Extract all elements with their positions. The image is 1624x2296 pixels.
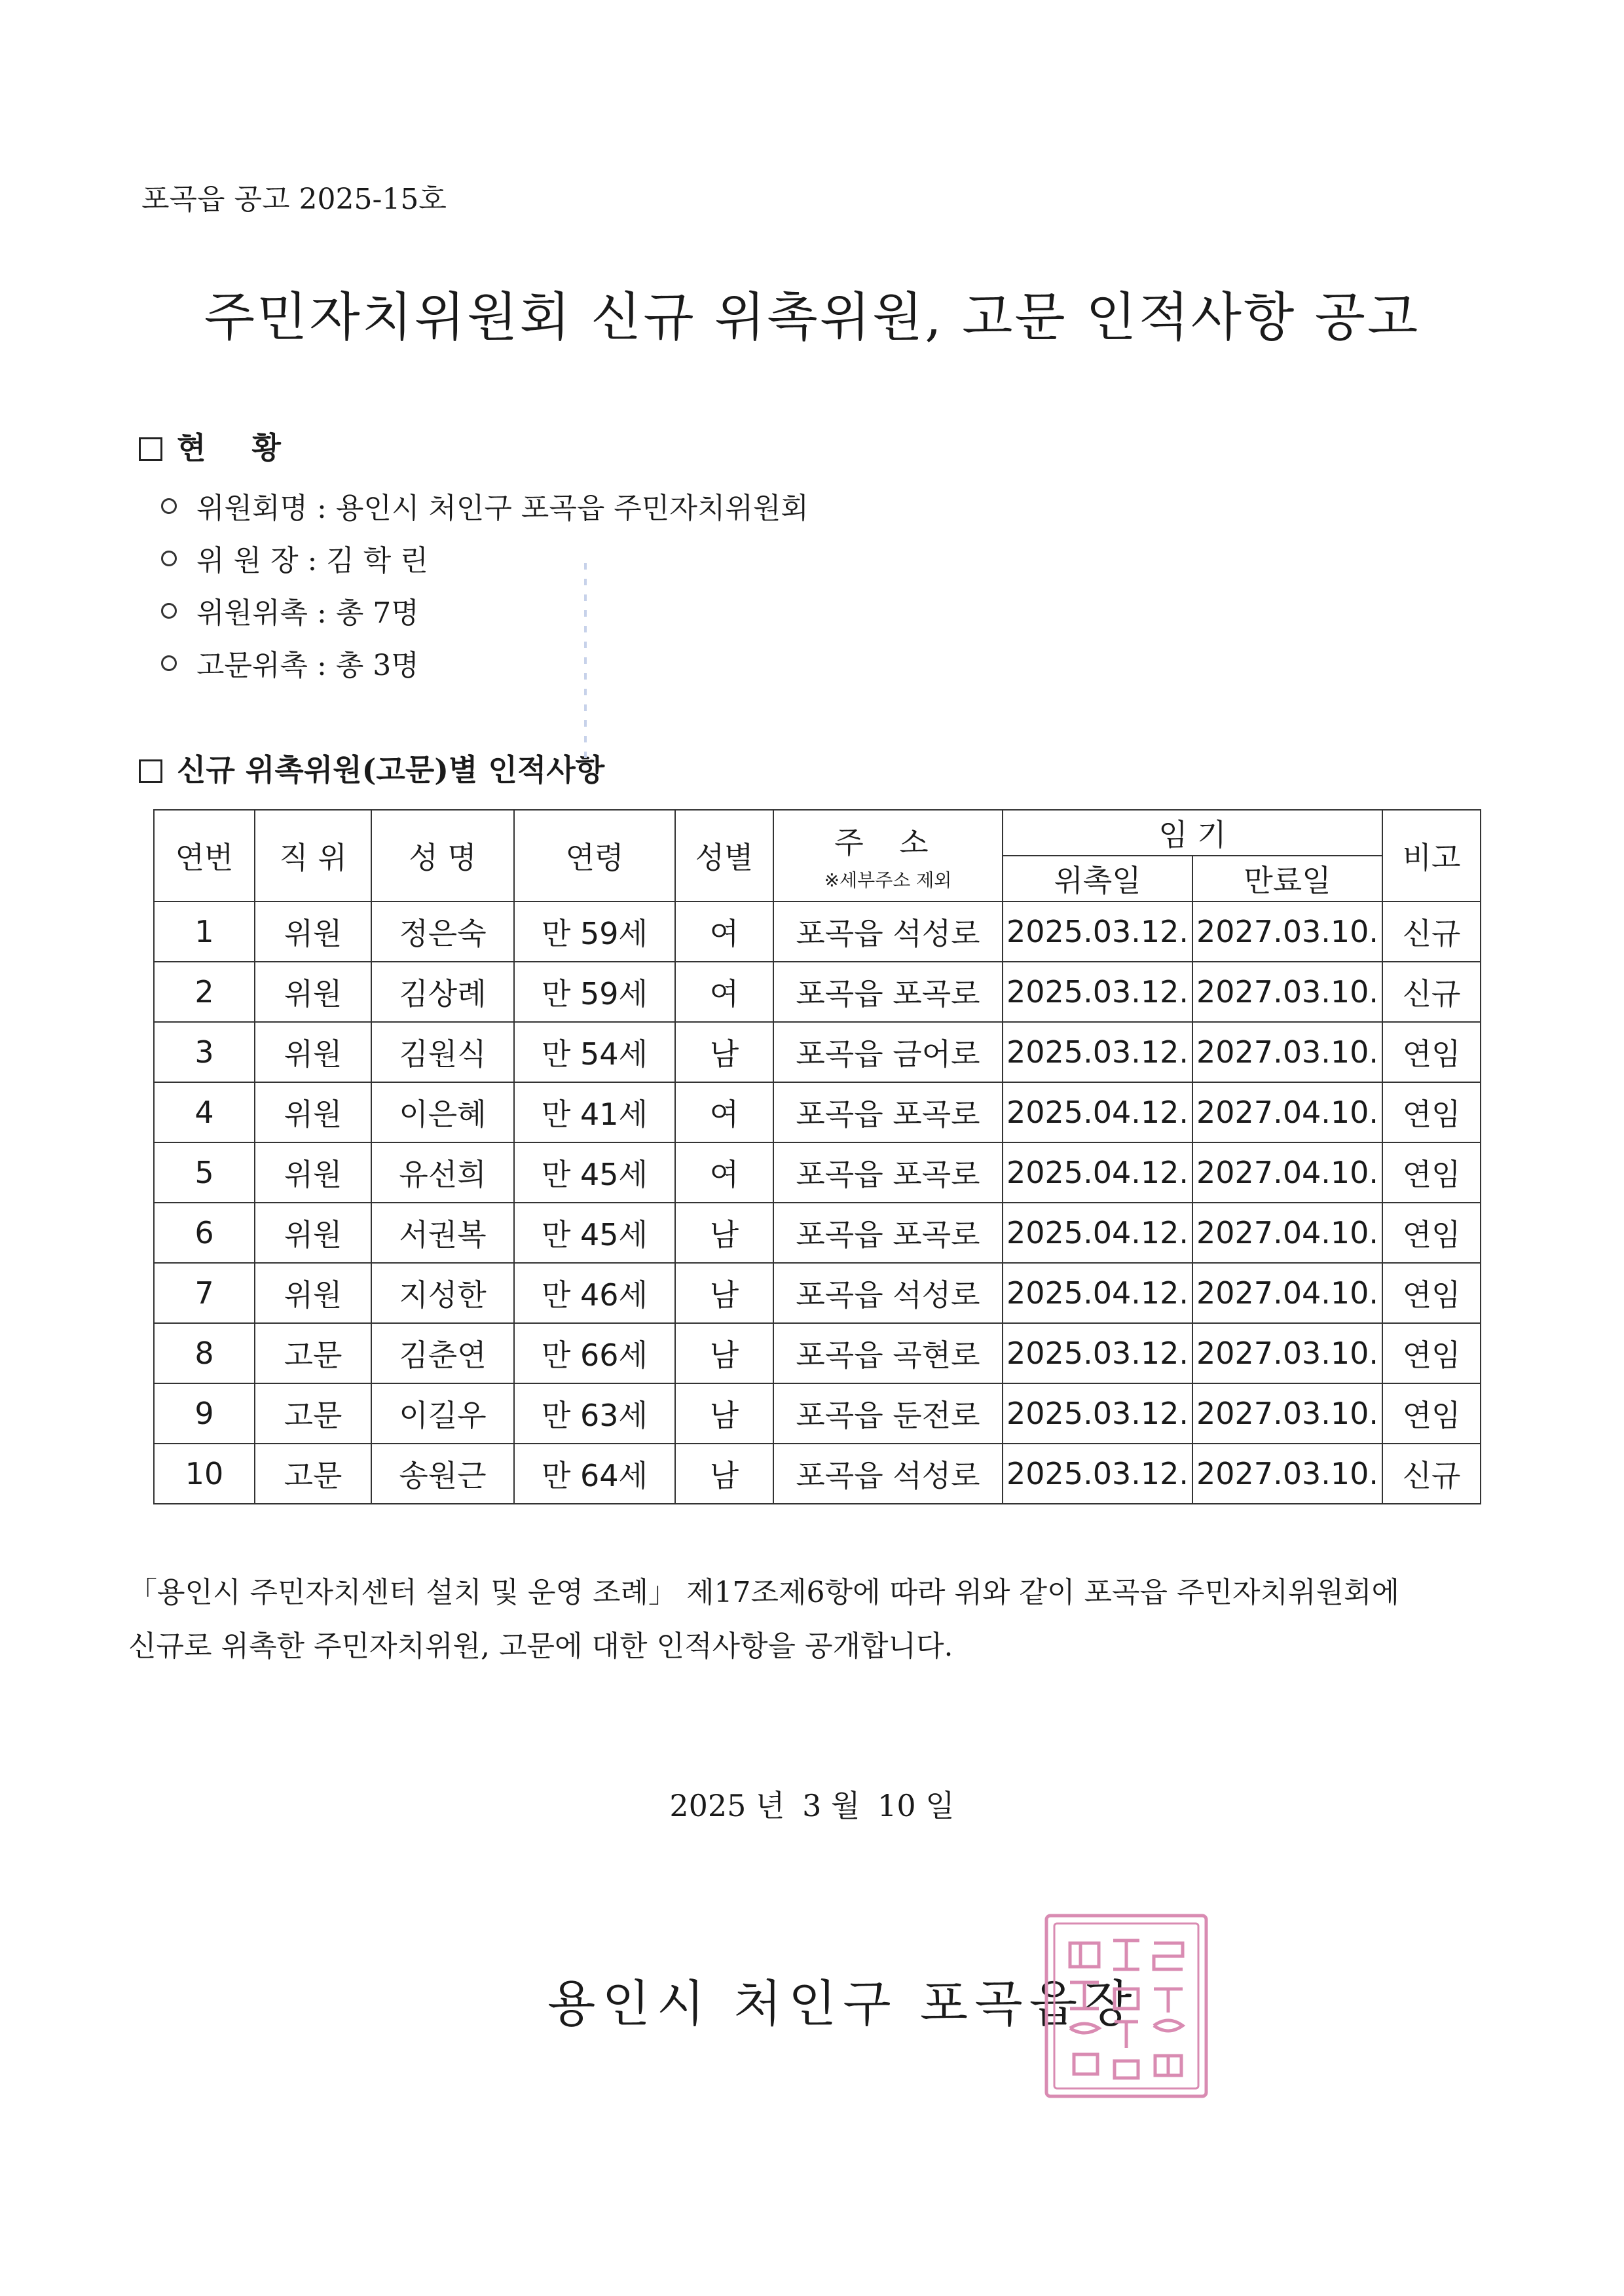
cell-no: 4	[154, 1082, 255, 1142]
cell-no: 10	[154, 1444, 255, 1504]
cell-no: 7	[154, 1263, 255, 1323]
cell-no: 1	[154, 902, 255, 962]
table-row	[154, 1203, 1481, 1263]
header-age: 연령	[514, 810, 675, 902]
cell-appointed: 2025.03.12.	[1003, 962, 1192, 1022]
body-text-line: 신규로 위촉한 주민자치위원, 고문에 대한 인적사항을 공개합니다.	[128, 1630, 953, 1663]
cell-remark: 연임	[1382, 1022, 1481, 1082]
cell-gender: 여	[675, 1142, 773, 1203]
date-month: 3 월	[802, 1788, 860, 1823]
cell-appointed: 2025.04.12.	[1003, 1142, 1192, 1203]
cell-name: 김원식	[371, 1022, 514, 1082]
cell-age: 만 59세	[514, 962, 675, 1022]
cell-no: 9	[154, 1383, 255, 1444]
circle-bullet-icon	[161, 603, 177, 619]
cell-position: 위원	[255, 1082, 371, 1142]
section-roster-label: 신규 위촉위원(고문)별 인적사항	[177, 752, 605, 788]
cell-address: 포곡읍 금어로	[773, 1022, 1003, 1082]
cell-appointed: 2025.04.12.	[1003, 1082, 1192, 1142]
section-roster-heading	[139, 746, 604, 790]
cell-appointed: 2025.03.12.	[1003, 1444, 1192, 1504]
cell-gender: 여	[675, 962, 773, 1022]
cell-expires: 2027.04.10.	[1192, 1263, 1382, 1323]
table-row	[154, 1142, 1481, 1203]
cell-expires: 2027.03.10.	[1192, 1022, 1382, 1082]
cell-position: 위원	[255, 1022, 371, 1082]
cell-address: 포곡읍 석성로	[773, 1444, 1003, 1504]
cell-address: 포곡읍 곡현로	[773, 1323, 1003, 1383]
cell-appointed: 2025.03.12.	[1003, 1383, 1192, 1444]
cell-gender: 여	[675, 902, 773, 962]
header-appointed: 위촉일	[1003, 856, 1192, 902]
cell-position: 위원	[255, 1263, 371, 1323]
notice-number: 포곡읍 공고 2025-15호	[141, 183, 447, 216]
table-row	[154, 1263, 1481, 1323]
cell-position: 위원	[255, 1142, 371, 1203]
cell-remark: 연임	[1382, 1082, 1481, 1142]
roster-table	[153, 809, 1481, 1504]
cell-position: 위원	[255, 1203, 371, 1263]
cell-gender: 남	[675, 1383, 773, 1444]
cell-expires: 2027.03.10.	[1192, 1383, 1382, 1444]
cell-position: 위원	[255, 902, 371, 962]
table-row	[154, 1082, 1481, 1142]
status-item-text: 위 원 장 : 김 학 린	[196, 544, 428, 577]
cell-expires: 2027.03.10.	[1192, 1444, 1382, 1504]
cell-address: 포곡읍 포곡로	[773, 1203, 1003, 1263]
cell-name: 서권복	[371, 1203, 514, 1263]
cell-age: 만 46세	[514, 1263, 675, 1323]
cell-name: 유선희	[371, 1142, 514, 1203]
cell-age: 만 45세	[514, 1203, 675, 1263]
cell-expires: 2027.03.10.	[1192, 1323, 1382, 1383]
cell-remark: 연임	[1382, 1263, 1481, 1323]
table-row	[154, 1022, 1481, 1082]
cell-gender: 남	[675, 1263, 773, 1323]
cell-name: 지성한	[371, 1263, 514, 1323]
cell-remark: 신규	[1382, 962, 1481, 1022]
cell-position: 고문	[255, 1444, 371, 1504]
cell-position: 위원	[255, 962, 371, 1022]
status-item-text: 고문위촉 : 총 3명	[196, 649, 419, 682]
cell-gender: 남	[675, 1022, 773, 1082]
cell-appointed: 2025.03.12.	[1003, 1022, 1192, 1082]
cell-appointed: 2025.04.12.	[1003, 1203, 1192, 1263]
header-address-label: 주 소	[834, 825, 942, 860]
header-address	[773, 810, 1003, 902]
cell-no: 6	[154, 1203, 255, 1263]
cell-name: 송원근	[371, 1444, 514, 1504]
scan-mark	[579, 563, 592, 759]
cell-address: 포곡읍 포곡로	[773, 1142, 1003, 1203]
table-row	[154, 1383, 1481, 1444]
checkbox-square-icon	[139, 437, 162, 461]
cell-no: 2	[154, 962, 255, 1022]
section-status-label-2: 황	[251, 430, 281, 465]
header-position: 직 위	[255, 810, 371, 902]
cell-position: 고문	[255, 1383, 371, 1444]
cell-name: 김춘연	[371, 1323, 514, 1383]
date-day: 10 일	[877, 1788, 955, 1823]
status-item	[161, 484, 809, 526]
cell-age: 만 63세	[514, 1383, 675, 1444]
cell-age: 만 66세	[514, 1323, 675, 1383]
cell-appointed: 2025.03.12.	[1003, 1323, 1192, 1383]
cell-remark: 신규	[1382, 1444, 1481, 1504]
status-item-text: 위원위촉 : 총 7명	[196, 596, 419, 630]
cell-address: 포곡읍 석성로	[773, 1263, 1003, 1323]
header-term: 임 기	[1003, 810, 1382, 856]
issuer-name: 용인시 처인구 포곡읍장	[547, 1975, 1139, 2033]
cell-appointed: 2025.04.12.	[1003, 1263, 1192, 1323]
status-item	[161, 537, 428, 579]
cell-no: 5	[154, 1142, 255, 1203]
cell-address: 포곡읍 포곡로	[773, 962, 1003, 1022]
cell-name: 김상례	[371, 962, 514, 1022]
cell-expires: 2027.04.10.	[1192, 1203, 1382, 1263]
cell-gender: 남	[675, 1444, 773, 1504]
table-row	[154, 962, 1481, 1022]
header-no: 연번	[154, 810, 255, 902]
cell-name: 이길우	[371, 1383, 514, 1444]
cell-age: 만 45세	[514, 1142, 675, 1203]
header-address-note: ※세부주소 제외	[824, 869, 952, 891]
cell-remark: 연임	[1382, 1323, 1481, 1383]
cell-gender: 여	[675, 1082, 773, 1142]
status-item	[161, 642, 419, 683]
date-year: 2025 년	[669, 1788, 785, 1823]
cell-appointed: 2025.03.12.	[1003, 902, 1192, 962]
circle-bullet-icon	[161, 551, 177, 566]
cell-name: 이은혜	[371, 1082, 514, 1142]
table-row	[154, 902, 1481, 962]
circle-bullet-icon	[161, 498, 177, 514]
cell-gender: 남	[675, 1203, 773, 1263]
cell-expires: 2027.03.10.	[1192, 902, 1382, 962]
cell-remark: 연임	[1382, 1142, 1481, 1203]
checkbox-square-icon	[139, 759, 162, 783]
cell-age: 만 41세	[514, 1082, 675, 1142]
cell-gender: 남	[675, 1323, 773, 1383]
cell-no: 3	[154, 1022, 255, 1082]
cell-age: 만 64세	[514, 1444, 675, 1504]
body-text	[128, 1566, 1504, 1673]
header-remark: 비고	[1382, 810, 1481, 902]
cell-expires: 2027.04.10.	[1192, 1142, 1382, 1203]
page-title: 주민자치위원회 신규 위촉위원, 고문 인적사항 공고	[204, 287, 1420, 348]
table-row	[154, 1444, 1481, 1504]
status-item	[161, 589, 419, 631]
cell-expires: 2027.04.10.	[1192, 1082, 1382, 1142]
cell-name: 정은숙	[371, 902, 514, 962]
cell-position: 고문	[255, 1323, 371, 1383]
cell-address: 포곡읍 둔전로	[773, 1383, 1003, 1444]
cell-no: 8	[154, 1323, 255, 1383]
cell-address: 포곡읍 포곡로	[773, 1082, 1003, 1142]
cell-remark: 연임	[1382, 1203, 1481, 1263]
header-expires: 만료일	[1192, 856, 1382, 902]
table-row	[154, 1323, 1481, 1383]
cell-expires: 2027.03.10.	[1192, 962, 1382, 1022]
cell-remark: 연임	[1382, 1383, 1481, 1444]
section-status-label-1: 현	[177, 430, 206, 465]
cell-remark: 신규	[1382, 902, 1481, 962]
cell-address: 포곡읍 석성로	[773, 902, 1003, 962]
body-text-line: 「용인시 주민자치센터 설치 및 운영 조례」 제17조제6항에 따라 위와 같이 포곡읍 주민자치위원회에	[128, 1576, 1399, 1609]
cell-age: 만 54세	[514, 1022, 675, 1082]
notice-date	[0, 1782, 1624, 1825]
header-name: 성 명	[371, 810, 514, 902]
header-gender: 성별	[675, 810, 773, 902]
section-status-heading	[139, 424, 281, 467]
official-seal-icon	[1041, 1910, 1211, 2102]
cell-age: 만 59세	[514, 902, 675, 962]
circle-bullet-icon	[161, 655, 177, 671]
status-item-text: 위원회명 : 용인시 처인구 포곡읍 주민자치위원회	[196, 492, 809, 525]
